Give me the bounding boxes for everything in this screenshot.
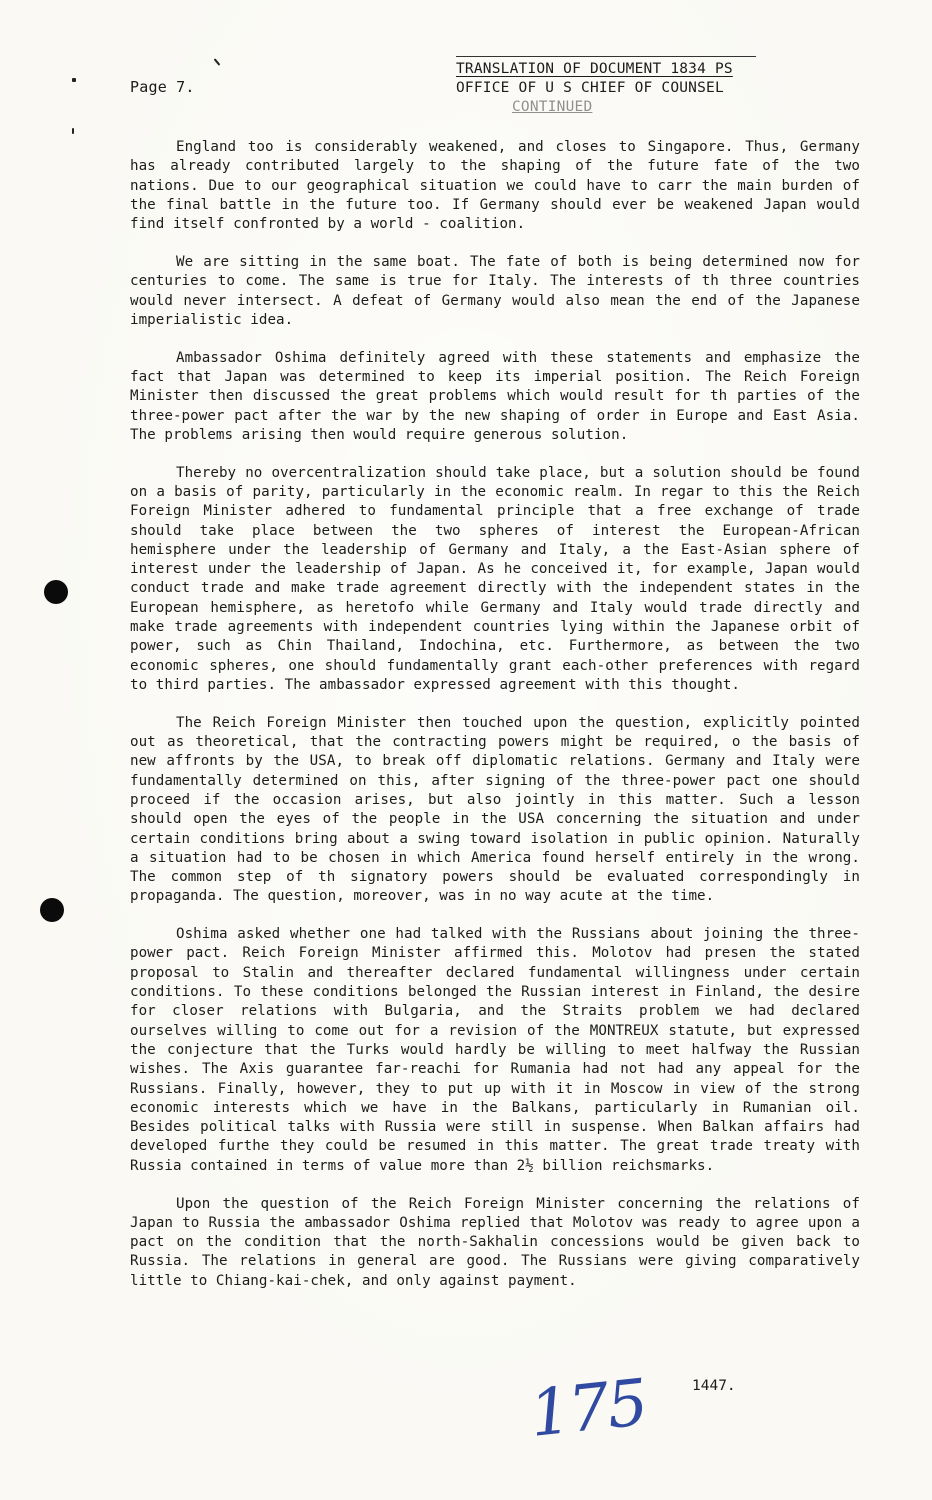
header-title: TRANSLATION OF DOCUMENT 1834 PS [456, 61, 733, 77]
paragraph: Thereby no overcentralization should take place, but a solution should be found on a basis of parity, particularly in the economic realm. In regar to this the Reich Foreign Minister adhered to fundamental principle that a free exchange of trade should take place between the two spheres of interest the European-African hemisphere under the leadership of Germany and Italy, a the East-Asian sphere of interest under the leadership of Japan. As he conceived it, for example, Japan would conduct trade and make trade agreement directly with the independent states in the European hemisphere, as heretofo while Germany and Italy would trade directly and make trade agreements with independent countries lying within the Japanese orbit of power, such as Chin Thailand, Indochina, etc. Furthermore, as between the two economic spheres, one should fundamentally grant each-other preferences with regard to third parties. The ambassador expressed agreement with this thought. [130, 464, 860, 693]
header-continued: CONTINUED [512, 99, 593, 115]
paragraph: Upon the question of the Reich Foreign Minister concerning the relations of Japan to Russia the ambassador Oshima replied that Molotov was ready to agree upon a pact on the condition that the north-Sakhalin concessions would be given back to Russia. The relations in general are good. The Russians were giving comparatively little to Chiang-kai-chek, and only against payment. [130, 1195, 860, 1289]
page-label: Page 7. [130, 78, 195, 96]
paragraph: The Reich Foreign Minister then touched upon the question, explicitly pointed out as theoretical, that the contracting powers might be required, o the basis of new affronts by the USA, to break off diplomatic relations. Germany and Italy were fundamentally determined on this, after signing of the three-power pact one should proceed if the occasion arises, but also jointly in this matter. Such a lesson should open the eyes of the people in the USA concerning the situation and under certain conditions bring about a swing toward isolation in public opinion. Naturally a situation had to be chosen in which America found herself entirely in the wrong. The common step of th signatory powers should be evaluated correspondingly in propaganda. The question, moreover, was in no way acute at the time. [130, 714, 860, 905]
punch-hole-bottom [40, 898, 64, 922]
paragraph: England too is considerably weakened, and closes to Singapore. Thus, Germany has already contributed largely to the shaping of the future fate of the two nations. Due to our geographical situation we could have to carr the main burden of the final battle in the future too. If Germany should ever be weakened Japan would find itself confronted by a world - coalition. [130, 139, 860, 233]
speck-mark [214, 58, 221, 65]
paragraph: We are sitting in the same boat. The fate of both is being determined now for centuries to come. The same is true for Italy. The interests of th three countries would never intersect. A defeat of Germany would also mean the end of the Japanese imperialistic idea. [130, 253, 860, 328]
document-header [456, 60, 733, 117]
document-number: 1447. [692, 1378, 736, 1394]
header-top-rule [456, 56, 756, 57]
header-office: OFFICE OF U S CHIEF OF COUNSEL [456, 80, 724, 96]
handwritten-page-number: 175 [526, 1366, 650, 1452]
paragraph: Oshima asked whether one had talked with the Russians about joining the three-power pact. Reich Foreign Minister affirmed this. Molotov had presen the stated proposal to Stalin and thereafter declared fundamental willingness under certain conditions. To these conditions belonged the Russian interest in Finland, the desire for closer relations with Bulgaria, and the Straits problem we had declared ourselves willing to come out for a revision of the MONTREUX statute, but expressed the conjecture that the Turks would hardly be willing to meet halfway the Russian wishes. The Axis guarantee far-reachi for Rumania had not had any appeal for the Russians. Finally, however, they to put up with it in Moscow in view of the strong economic interests which we have in the Balkans, particularly in Rumanian oil. Besides political talks with Russia were still in suspense. When Balkan affairs had developed furthe they could be resumed in this matter. The great trade treaty with Russia contained in terms of value more than 2½ billion reichsmarks. [130, 926, 860, 1174]
paragraph: Ambassador Oshima definitely agreed with these statements and emphasize the fact that Japan was determined to keep its imperial position. The Reich Foreign Minister then discussed the great problems which would result for th parties of the three-power pact after the war by the new shaping of order in Europe and East Asia. The problems arising then would require generous solution. [130, 349, 860, 443]
punch-hole-top [44, 580, 68, 604]
speck-mark [72, 128, 74, 134]
speck-mark [72, 78, 76, 82]
body-text [130, 138, 860, 1310]
